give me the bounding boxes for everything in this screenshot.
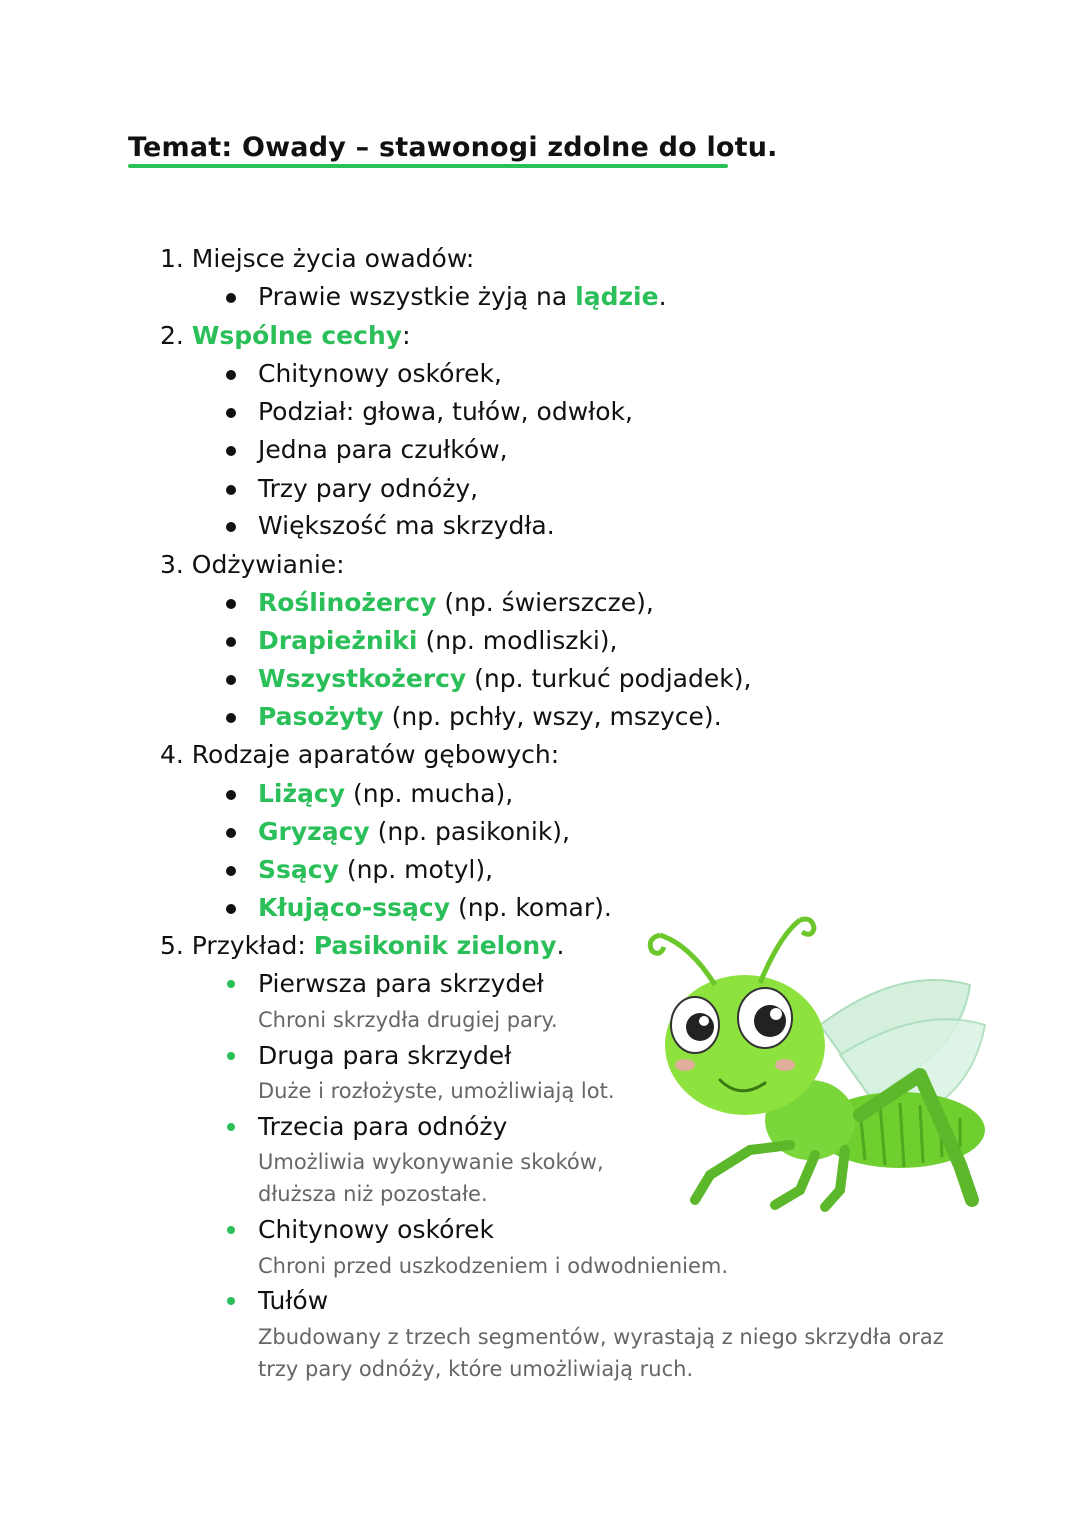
list-item: [258, 625, 618, 657]
item-highlight: Ssący: [258, 855, 339, 884]
section-number: 2.: [160, 321, 192, 350]
list-item: Chitynowy oskórek,: [258, 359, 502, 388]
item-text: (np. świerszcze),: [436, 588, 654, 617]
item-text: (np. komar).: [450, 893, 612, 922]
page-title: Temat: Owady – stawonogi zdolne do lotu.: [128, 132, 778, 163]
item-text: .: [658, 282, 667, 311]
item-highlight: Wszystkożercy: [258, 664, 467, 693]
bullet-icon: [227, 980, 235, 988]
item-text: (np. turkuć podjadek),: [466, 664, 752, 693]
bullet-icon: [226, 713, 236, 723]
feature-label: Druga para skrzydeł: [258, 1041, 512, 1070]
feature-description: Chroni skrzydła drugiej pary.: [258, 1008, 558, 1032]
bullet-icon: [226, 599, 236, 609]
item-highlight: Pasożyty: [258, 702, 384, 731]
list-item: Jedna para czułków,: [258, 435, 508, 464]
list-item: Trzy pary odnóży,: [258, 474, 479, 503]
feature-description: Umożliwia wykonywanie skoków,: [258, 1150, 604, 1174]
bullet-icon: [227, 1226, 235, 1234]
item-text: (np. pchły, wszy, mszyce).: [383, 702, 722, 731]
bullet-icon: [227, 1052, 235, 1060]
bullet-icon: [226, 522, 236, 532]
bullet-icon: [226, 370, 236, 380]
bullet-icon: [226, 637, 236, 647]
feature-label: Trzecia para odnóży: [258, 1112, 508, 1141]
bullet-icon: [226, 293, 236, 303]
feature-label: Pierwsza para skrzydeł: [258, 969, 544, 998]
bullet-icon: [226, 866, 236, 876]
section-5-heading: [160, 930, 564, 962]
bullet-icon: [226, 790, 236, 800]
feature-description: Zbudowany z trzech segmentów, wyrastają z niego skrzydła oraz: [258, 1325, 944, 1349]
feature-description: Chroni przed uszkodzeniem i odwodnieniem.: [258, 1254, 729, 1278]
item-highlight: Roślinożercy: [258, 588, 437, 617]
bullet-icon: [227, 1297, 235, 1305]
item-highlight: Kłująco-ssący: [258, 893, 451, 922]
list-item: [258, 663, 751, 695]
bullet-icon: [226, 446, 236, 456]
section-3-heading: 3. Odżywianie:: [160, 550, 345, 579]
section-1-heading: 1. Miejsce życia owadów:: [160, 244, 475, 273]
feature-description: dłuższa niż pozostałe.: [258, 1182, 488, 1206]
item-text: (np. mucha),: [345, 779, 514, 808]
list-item: Większość ma skrzydła.: [258, 511, 555, 540]
section-2-heading: [160, 320, 411, 352]
bullet-icon: [226, 408, 236, 418]
list-item: [258, 854, 493, 886]
section-1-item: [258, 281, 667, 313]
bullet-icon: [227, 1123, 235, 1131]
bullet-icon: [226, 485, 236, 495]
item-text: (np. pasikonik),: [369, 817, 571, 846]
bullet-icon: [226, 828, 236, 838]
section-4-heading: 4. Rodzaje aparatów gębowych:: [160, 740, 560, 769]
list-item: [258, 892, 612, 924]
heading-text: .: [556, 931, 565, 960]
bullet-icon: [226, 904, 236, 914]
feature-description: Duże i rozłożyste, umożliwiają lot.: [258, 1079, 615, 1103]
item-highlight: Gryzący: [258, 817, 370, 846]
heading-highlight: Pasikonik zielony: [313, 931, 557, 960]
list-item: [258, 778, 513, 810]
item-highlight: Liżący: [258, 779, 346, 808]
grasshopper-illustration: [640, 905, 990, 1215]
item-highlight: Drapieżniki: [258, 626, 418, 655]
title-underline: [128, 164, 728, 168]
list-item: [258, 816, 570, 848]
item-text: (np. modliszki),: [417, 626, 618, 655]
list-item: Podział: głowa, tułów, odwłok,: [258, 397, 633, 426]
heading-highlight: Wspólne cechy: [191, 321, 403, 350]
list-item: [258, 587, 654, 619]
item-text: (np. motyl),: [338, 855, 494, 884]
list-item: [258, 701, 722, 733]
item-text: Prawie wszystkie żyją na: [258, 282, 576, 311]
feature-description: trzy pary odnóży, które umożliwiają ruch.: [258, 1357, 694, 1381]
bullet-icon: [226, 675, 236, 685]
feature-label: Chitynowy oskórek: [258, 1215, 494, 1244]
feature-label: Tułów: [258, 1286, 329, 1315]
heading-text: :: [402, 321, 411, 350]
item-highlight: lądzie: [575, 282, 659, 311]
heading-text: 5. Przykład:: [160, 931, 314, 960]
